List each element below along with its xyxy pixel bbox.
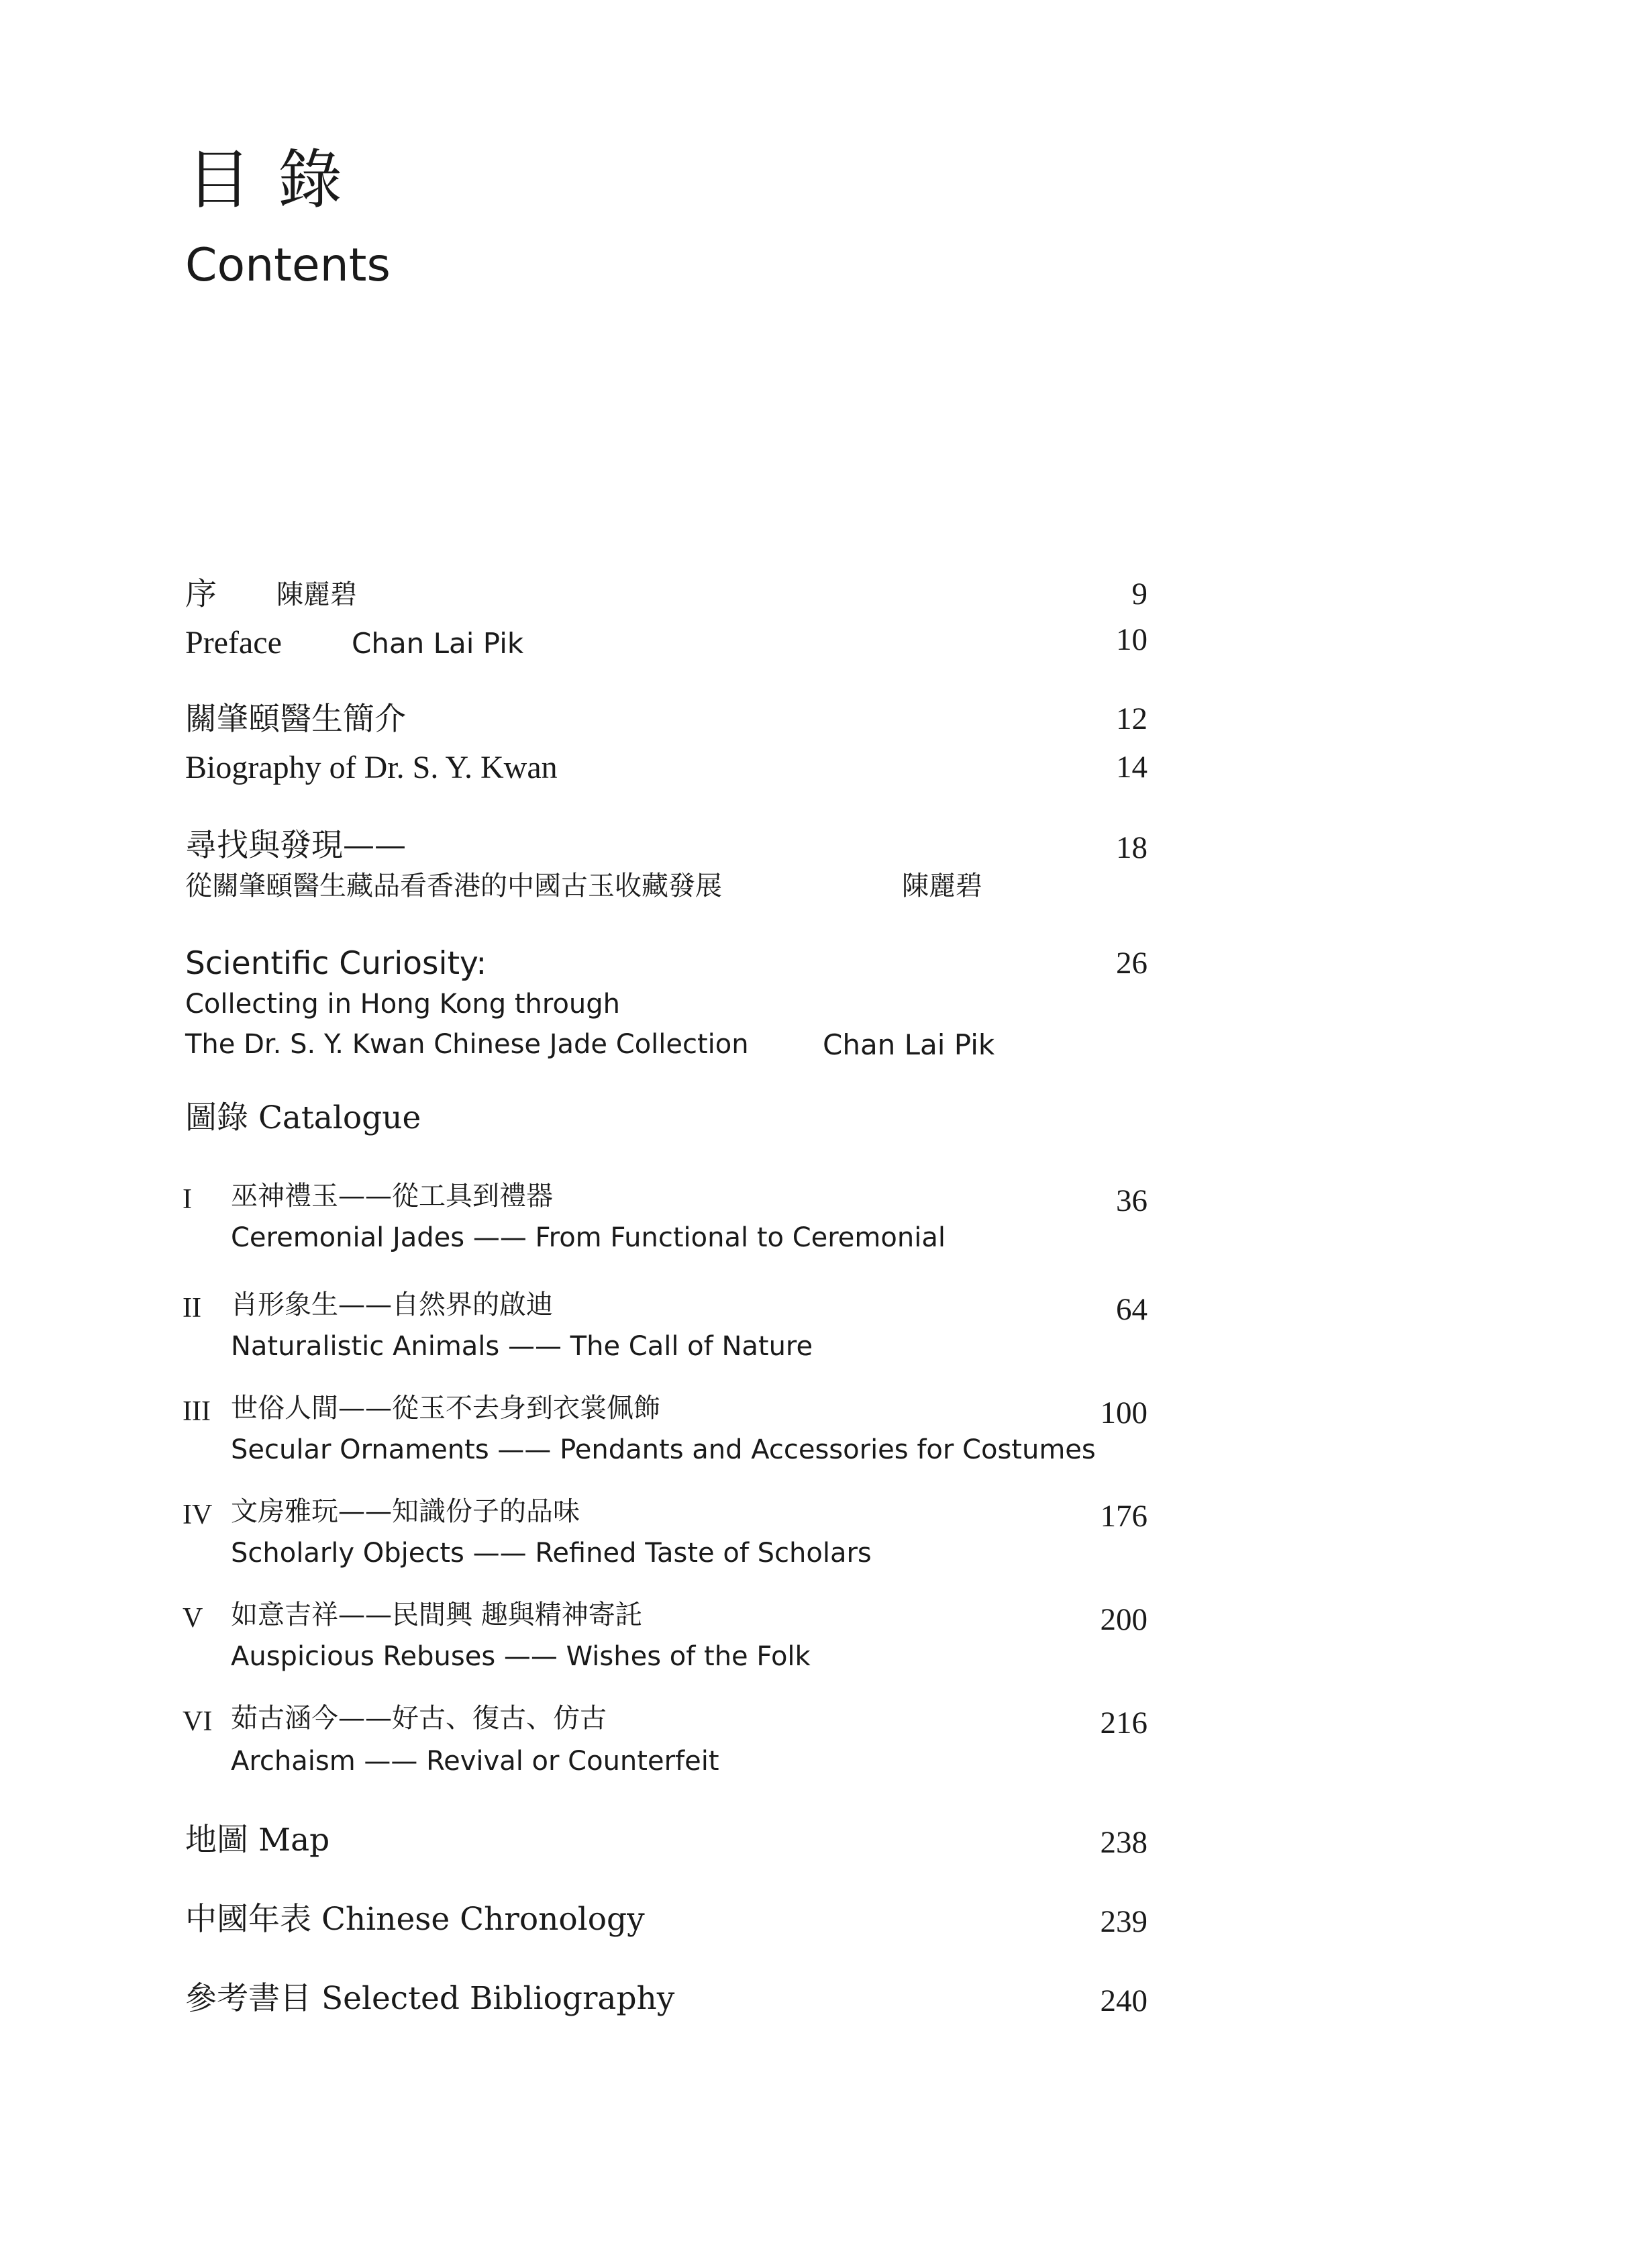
catalogue-item-zh[interactable]: 茹古涵今——好古、復古、仿古: [231, 1703, 607, 1734]
catalogue-item-page[interactable]: 216: [1100, 1706, 1148, 1740]
toc-appendix-bibliography[interactable]: 參考書目 Selected Bibliography: [185, 1980, 675, 2017]
catalogue-item-zh[interactable]: 文房雅玩——知識份子的品味: [231, 1496, 580, 1527]
catalogue-item-page[interactable]: 200: [1100, 1602, 1148, 1637]
toc-essay-en-line1[interactable]: Scientific Curiosity:: [185, 945, 487, 982]
page-title-zh: 目錄: [187, 142, 369, 217]
toc-essay-zh-line1[interactable]: 尋找與發現——: [185, 827, 406, 864]
page-title-en: Contents: [185, 239, 391, 292]
catalogue-item-page[interactable]: 100: [1100, 1395, 1148, 1430]
catalogue-numeral: I: [183, 1184, 192, 1215]
toc-essay-en-line2[interactable]: Collecting in Hong Kong through: [185, 989, 621, 1020]
toc-appendix-bibliography-page[interactable]: 240: [1100, 1983, 1148, 2018]
catalogue-item-zh[interactable]: 巫神禮玉——從工具到禮器: [231, 1181, 553, 1212]
catalogue-numeral: IV: [183, 1499, 213, 1530]
catalogue-numeral: II: [183, 1293, 201, 1324]
catalogue-item-zh[interactable]: 如意吉祥——民間興 趣與精神寄託: [231, 1599, 642, 1630]
catalogue-item-en[interactable]: Naturalistic Animals —— The Call of Nature: [231, 1331, 813, 1362]
catalogue-item-zh[interactable]: 肖形象生——自然界的啟迪: [231, 1289, 553, 1320]
toc-appendix-chronology[interactable]: 中國年表 Chinese Chronology: [185, 1901, 645, 1938]
toc-biography-zh-title[interactable]: 關肇頤醫生簡介: [185, 701, 406, 738]
toc-preface-zh-author: 陳麗碧: [276, 579, 357, 610]
catalogue-item-en[interactable]: Secular Ornaments —— Pendants and Accessories for Costumes: [231, 1434, 1096, 1465]
toc-preface-en-title[interactable]: Preface: [185, 625, 282, 660]
toc-preface-en-page[interactable]: 10: [1116, 622, 1148, 657]
toc-biography-en-page[interactable]: 14: [1116, 750, 1148, 785]
catalogue-numeral: V: [183, 1603, 203, 1634]
catalogue-item-page[interactable]: 36: [1116, 1183, 1148, 1218]
catalogue-item-en[interactable]: Scholarly Objects —— Refined Taste of Scholars: [231, 1538, 872, 1569]
toc-essay-zh-line2[interactable]: 從關肇頤醫生藏品看香港的中國古玉收藏發展: [185, 871, 722, 901]
catalogue-numeral: III: [183, 1396, 211, 1427]
catalogue-item-en[interactable]: Auspicious Rebuses —— Wishes of the Folk: [231, 1641, 811, 1672]
catalogue-item-page[interactable]: 176: [1100, 1499, 1148, 1534]
toc-preface-zh-page[interactable]: 9: [1131, 577, 1148, 611]
catalogue-item-en[interactable]: Archaism —— Revival or Counterfeit: [231, 1746, 719, 1777]
catalogue-numeral: VI: [183, 1706, 213, 1737]
toc-biography-en-title[interactable]: Biography of Dr. S. Y. Kwan: [185, 750, 558, 785]
toc-essay-en-page[interactable]: 26: [1116, 946, 1148, 981]
catalogue-item-en[interactable]: Ceremonial Jades —— From Functional to Ceremonial: [231, 1222, 946, 1253]
toc-essay-en-line3[interactable]: The Dr. S. Y. Kwan Chinese Jade Collection: [185, 1029, 749, 1060]
toc-preface-en-author: Chan Lai Pik: [352, 627, 524, 660]
toc-essay-zh-author: 陳麗碧: [902, 871, 982, 901]
toc-appendix-chronology-page[interactable]: 239: [1100, 1904, 1148, 1939]
toc-appendix-map[interactable]: 地圖 Map: [185, 1822, 330, 1859]
catalogue-heading: 圖錄 Catalogue: [185, 1099, 421, 1136]
toc-essay-en-author: Chan Lai Pik: [823, 1028, 995, 1061]
toc-biography-zh-page[interactable]: 12: [1116, 701, 1148, 736]
catalogue-item-zh[interactable]: 世俗人間——從玉不去身到衣裳佩飾: [231, 1393, 660, 1424]
toc-preface-zh-title[interactable]: 序: [185, 576, 217, 613]
toc-appendix-map-page[interactable]: 238: [1100, 1825, 1148, 1860]
catalogue-item-page[interactable]: 64: [1116, 1292, 1148, 1327]
toc-essay-zh-page[interactable]: 18: [1116, 830, 1148, 865]
